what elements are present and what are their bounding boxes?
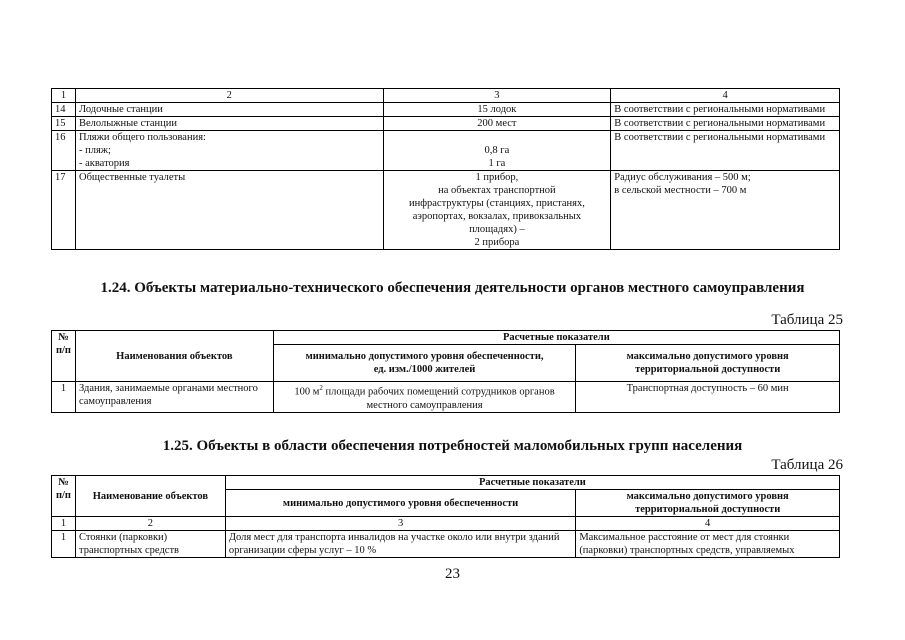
row-name: Общественные туалеты [75, 171, 383, 250]
row-note: В соответствии с региональными нормативами [611, 117, 840, 131]
header-min: минимально допустимого уровня обеспеченности [225, 490, 575, 517]
row-min-pre: 100 м [294, 386, 320, 398]
row-number: 14 [52, 103, 76, 117]
header-group: Расчетные показатели [273, 331, 839, 345]
page-number: 23 [445, 566, 460, 582]
table-26 [51, 475, 840, 558]
row-number: 17 [52, 171, 76, 250]
column-number: 4 [576, 517, 840, 531]
row-number: 15 [52, 117, 76, 131]
header-cell: 1 [52, 89, 76, 103]
row-min-post: площади рабочих помещений сотрудников органов местного самоуправления [322, 386, 555, 411]
header-max: максимально допустимого уровня территориальной доступности [576, 345, 840, 382]
row-value: 200 мест [383, 117, 611, 131]
row-note: В соответствии с региональными нормативами [611, 103, 840, 117]
table-25 [51, 330, 840, 413]
row-note: В соответствии с региональными нормативами [611, 131, 840, 171]
table-row [52, 382, 840, 413]
header-name: Наименование объектов [75, 476, 225, 517]
header-num: № п/п [52, 331, 76, 382]
row-value: 1 прибор, на объектах транспортной инфраструктуры (станциях, пристанях, аэропортах, вокзалах, привокзальных площадях) – 2 прибора [383, 171, 611, 250]
header-name: Наименования объектов [75, 331, 273, 382]
row-name: Лодочные станции [75, 103, 383, 117]
section-heading-1-24: 1.24. Объекты материально-технического обеспечения деятельности органов местного самоуправления [100, 280, 805, 296]
table-row [52, 171, 840, 250]
table-row [52, 531, 840, 558]
row-min [273, 382, 576, 413]
header-min: минимально допустимого уровня обеспеченности, ед. изм./1000 жителей [273, 345, 576, 382]
row-number: 1 [52, 382, 76, 413]
continuation-table [51, 88, 840, 250]
row-name: Стоянки (парковки) транспортных средств [75, 531, 225, 558]
table-header-row [52, 476, 840, 490]
section-heading-1-25: 1.25. Объекты в области обеспечения потребностей маломобильных групп населения [162, 438, 743, 454]
header-cell: 2 [75, 89, 383, 103]
header-cell: 3 [383, 89, 611, 103]
row-min: Доля мест для транспорта инвалидов на участке около или внутри зданий организации сферы услуг – 10 % [225, 531, 575, 558]
table-header-row [52, 331, 840, 345]
table-header-row [52, 89, 840, 103]
table-label-26: Таблица 26 [771, 457, 843, 473]
header-cell: 4 [611, 89, 840, 103]
row-value: 0,8 га 1 га [383, 131, 611, 171]
row-name: Пляжи общего пользования: - пляж; - акватория [75, 131, 383, 171]
table-number-row [52, 517, 840, 531]
row-max: Максимальное расстояние от мест для стоянки (парковки) транспортных средств, управляемых [576, 531, 840, 558]
header-group: Расчетные показатели [225, 476, 839, 490]
column-number: 2 [75, 517, 225, 531]
table-label-25: Таблица 25 [771, 312, 843, 328]
row-number: 16 [52, 131, 76, 171]
row-value: 15 лодок [383, 103, 611, 117]
column-number: 1 [52, 517, 76, 531]
table-row [52, 103, 840, 117]
row-max: Транспортная доступность – 60 мин [576, 382, 840, 413]
row-name: Велолыжные станции [75, 117, 383, 131]
table-row [52, 117, 840, 131]
header-num: № п/п [52, 476, 76, 517]
row-min-sup: 2 [319, 384, 323, 392]
column-number: 3 [225, 517, 575, 531]
row-note: Радиус обслуживания – 500 м; в сельской местности – 700 м [611, 171, 840, 250]
header-max: максимально допустимого уровня территориальной доступности [576, 490, 840, 517]
row-name: Здания, занимаемые органами местного самоуправления [75, 382, 273, 413]
table-row [52, 131, 840, 171]
row-number: 1 [52, 531, 76, 558]
